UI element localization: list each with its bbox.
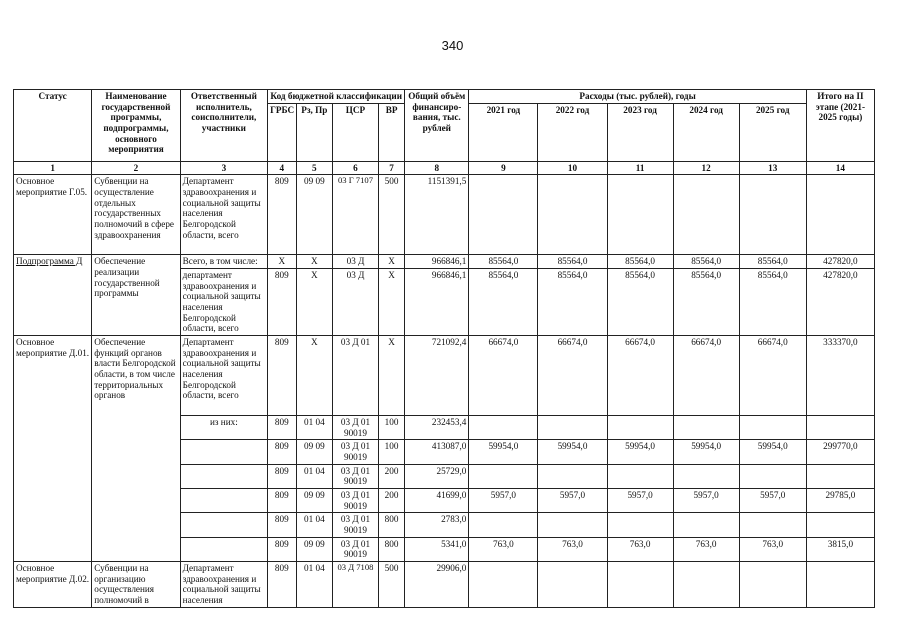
row-2023 bbox=[607, 175, 673, 255]
row-2021 bbox=[469, 464, 538, 488]
row-2025: 66674,0 bbox=[739, 336, 806, 416]
table-row-d01 bbox=[14, 336, 875, 416]
header-2021: 2021 год bbox=[469, 103, 538, 161]
row-grbs: 809 bbox=[268, 513, 296, 537]
row-vr: 200 bbox=[378, 489, 404, 513]
row-2024 bbox=[673, 562, 739, 608]
row-vr: 500 bbox=[378, 562, 404, 608]
col-number: 8 bbox=[405, 161, 469, 175]
row-responsible: Всего, в том числе: bbox=[180, 255, 267, 269]
row-status: Основное мероприятие Г.05. bbox=[14, 175, 92, 255]
row-2023: 763,0 bbox=[607, 537, 673, 561]
row-responsible bbox=[180, 464, 267, 488]
row-total: 1151391,5 bbox=[405, 175, 469, 255]
row-2022: 5957,0 bbox=[538, 489, 607, 513]
header-grbs: ГРБС bbox=[268, 103, 296, 161]
row-rz-pr: 09 09 bbox=[296, 175, 333, 255]
row-2022: 85564,0 bbox=[538, 269, 607, 336]
row-rz-pr: 09 09 bbox=[296, 440, 333, 464]
row-csr: 03 Д 7108 bbox=[333, 562, 379, 608]
col-number: 7 bbox=[378, 161, 404, 175]
header-total-volume: Общий объём финансиро-вания, тыс. рублей bbox=[405, 90, 469, 162]
row-name: Субвенции на осуществление отдельных государственных полномочий в сфере здравоохранения bbox=[92, 175, 180, 255]
row-stage: 427820,0 bbox=[806, 255, 874, 269]
col-number: 13 bbox=[739, 161, 806, 175]
row-2025 bbox=[739, 464, 806, 488]
row-stage: 299770,0 bbox=[806, 440, 874, 464]
row-2023: 85564,0 bbox=[607, 255, 673, 269]
col-number: 2 bbox=[92, 161, 180, 175]
row-vr: 100 bbox=[378, 440, 404, 464]
row-2023: 59954,0 bbox=[607, 440, 673, 464]
col-number: 6 bbox=[333, 161, 379, 175]
row-responsible: Департамент здравоохранения и социальной защиты населения Белгородской области, всего bbox=[180, 175, 267, 255]
row-2025 bbox=[739, 513, 806, 537]
row-grbs: X bbox=[268, 255, 296, 269]
row-csr: 03 Д bbox=[333, 255, 379, 269]
row-2024 bbox=[673, 416, 739, 440]
table-row-sub-d-total bbox=[14, 255, 875, 269]
row-2023 bbox=[607, 562, 673, 608]
row-responsible: департамент здравоохранения и социальной защиты населения Белгородской области, всего bbox=[180, 269, 267, 336]
row-rz-pr: X bbox=[296, 269, 333, 336]
row-total: 25729,0 bbox=[405, 464, 469, 488]
col-number: 12 bbox=[673, 161, 739, 175]
row-stage bbox=[806, 562, 874, 608]
header-csr: ЦСР bbox=[333, 103, 379, 161]
row-stage bbox=[806, 513, 874, 537]
row-vr: 500 bbox=[378, 175, 404, 255]
row-csr: 03 Д 01 90019 bbox=[333, 440, 379, 464]
header-vr: ВР bbox=[378, 103, 404, 161]
row-2022: 763,0 bbox=[538, 537, 607, 561]
row-2021 bbox=[469, 513, 538, 537]
row-2022 bbox=[538, 464, 607, 488]
row-responsible bbox=[180, 513, 267, 537]
row-2022: 59954,0 bbox=[538, 440, 607, 464]
row-stage: 29785,0 bbox=[806, 489, 874, 513]
row-vr: X bbox=[378, 269, 404, 336]
row-csr: 03 Д 01 90019 bbox=[333, 489, 379, 513]
row-grbs: 809 bbox=[268, 489, 296, 513]
col-number: 10 bbox=[538, 161, 607, 175]
row-rz-pr: 01 04 bbox=[296, 464, 333, 488]
row-total: 29906,0 bbox=[405, 562, 469, 608]
row-grbs: 809 bbox=[268, 464, 296, 488]
row-2021 bbox=[469, 416, 538, 440]
row-2024: 5957,0 bbox=[673, 489, 739, 513]
row-rz-pr: 09 09 bbox=[296, 489, 333, 513]
col-number: 3 bbox=[180, 161, 267, 175]
row-csr: 03 Д 01 90019 bbox=[333, 464, 379, 488]
row-2025 bbox=[739, 175, 806, 255]
row-2023 bbox=[607, 416, 673, 440]
row-2024: 85564,0 bbox=[673, 255, 739, 269]
col-number: 4 bbox=[268, 161, 296, 175]
row-2022: 66674,0 bbox=[538, 336, 607, 416]
row-2023 bbox=[607, 464, 673, 488]
row-grbs: 809 bbox=[268, 440, 296, 464]
row-vr: X bbox=[378, 255, 404, 269]
row-csr: 03 Д 01 bbox=[333, 336, 379, 416]
row-2024: 85564,0 bbox=[673, 269, 739, 336]
row-2022 bbox=[538, 175, 607, 255]
row-2021: 763,0 bbox=[469, 537, 538, 561]
row-total: 2783,0 bbox=[405, 513, 469, 537]
col-number: 14 bbox=[806, 161, 874, 175]
header-code-group: Код бюджетной классификации bbox=[268, 90, 405, 104]
header-2024: 2024 год bbox=[673, 103, 739, 161]
row-total: 413087,0 bbox=[405, 440, 469, 464]
row-2022 bbox=[538, 513, 607, 537]
row-2023: 5957,0 bbox=[607, 489, 673, 513]
column-number-row bbox=[14, 161, 875, 175]
header-row bbox=[14, 90, 875, 104]
row-responsible: Департамент здравоохранения и социальной защиты населения Белгородской области, всего bbox=[180, 336, 267, 416]
row-2022 bbox=[538, 416, 607, 440]
row-total: 232453,4 bbox=[405, 416, 469, 440]
row-total: 5341,0 bbox=[405, 537, 469, 561]
row-total: 966846,1 bbox=[405, 255, 469, 269]
row-rz-pr: 01 04 bbox=[296, 416, 333, 440]
row-2024 bbox=[673, 513, 739, 537]
row-2025 bbox=[739, 416, 806, 440]
row-2021: 59954,0 bbox=[469, 440, 538, 464]
row-2021: 85564,0 bbox=[469, 255, 538, 269]
row-vr: X bbox=[378, 336, 404, 416]
row-stage: 333370,0 bbox=[806, 336, 874, 416]
header-name: Наименование государственной программы, подпрограммы, основного мероприятия bbox=[92, 90, 180, 162]
header-status: Статус bbox=[14, 90, 92, 162]
row-2025: 59954,0 bbox=[739, 440, 806, 464]
row-csr: 03 Г 7107 bbox=[333, 175, 379, 255]
row-2023 bbox=[607, 513, 673, 537]
row-2025 bbox=[739, 562, 806, 608]
row-status bbox=[14, 255, 92, 336]
row-grbs: 809 bbox=[268, 269, 296, 336]
row-rz-pr: 09 09 bbox=[296, 537, 333, 561]
row-2021 bbox=[469, 562, 538, 608]
row-status: Основное мероприятие Д.02. bbox=[14, 562, 92, 608]
page-number: 340 bbox=[441, 38, 464, 53]
row-grbs: 809 bbox=[268, 416, 296, 440]
row-csr: 03 Д 01 90019 bbox=[333, 416, 379, 440]
budget-table bbox=[13, 89, 875, 608]
row-grbs: 809 bbox=[268, 175, 296, 255]
row-2021 bbox=[469, 175, 538, 255]
row-name: Обеспечение реализации государственной программы bbox=[92, 255, 180, 336]
row-grbs: 809 bbox=[268, 537, 296, 561]
row-stage: 427820,0 bbox=[806, 269, 874, 336]
row-stage bbox=[806, 416, 874, 440]
row-2024 bbox=[673, 464, 739, 488]
row-vr: 200 bbox=[378, 464, 404, 488]
row-grbs: 809 bbox=[268, 562, 296, 608]
row-responsible bbox=[180, 537, 267, 561]
row-2021: 66674,0 bbox=[469, 336, 538, 416]
header-2025: 2025 год bbox=[739, 103, 806, 161]
col-number: 9 bbox=[469, 161, 538, 175]
row-responsible: из них: bbox=[180, 416, 267, 440]
row-2022: 85564,0 bbox=[538, 255, 607, 269]
table-row-d02 bbox=[14, 562, 875, 608]
row-csr: 03 Д bbox=[333, 269, 379, 336]
row-2025: 763,0 bbox=[739, 537, 806, 561]
row-vr: 100 bbox=[378, 416, 404, 440]
col-number: 11 bbox=[607, 161, 673, 175]
table-row-g05 bbox=[14, 175, 875, 255]
row-2025: 85564,0 bbox=[739, 255, 806, 269]
row-vr: 800 bbox=[378, 513, 404, 537]
row-2021: 5957,0 bbox=[469, 489, 538, 513]
row-csr: 03 Д 01 90019 bbox=[333, 513, 379, 537]
row-2024 bbox=[673, 175, 739, 255]
header-responsible: Ответственный исполнитель, соисполнители, участники bbox=[180, 90, 267, 162]
row-stage: 3815,0 bbox=[806, 537, 874, 561]
col-number: 5 bbox=[296, 161, 333, 175]
col-number: 1 bbox=[14, 161, 92, 175]
row-rz-pr: 01 04 bbox=[296, 562, 333, 608]
row-csr: 03 Д 01 90019 bbox=[333, 537, 379, 561]
row-name: Субвенции на организацию осуществления полномочий в bbox=[92, 562, 180, 608]
row-rz-pr: X bbox=[296, 336, 333, 416]
row-rz-pr: X bbox=[296, 255, 333, 269]
row-2025: 85564,0 bbox=[739, 269, 806, 336]
header-2023: 2023 год bbox=[607, 103, 673, 161]
row-name: Обеспечение функций органов власти Белгородской области, в том числе территориальных органов bbox=[92, 336, 180, 562]
row-total: 966846,1 bbox=[405, 269, 469, 336]
row-stage bbox=[806, 175, 874, 255]
row-2023: 85564,0 bbox=[607, 269, 673, 336]
header-2022: 2022 год bbox=[538, 103, 607, 161]
subprogram-link[interactable]: Подпрограмма Д bbox=[16, 256, 83, 267]
row-rz-pr: 01 04 bbox=[296, 513, 333, 537]
row-2022 bbox=[538, 562, 607, 608]
header-total-stage: Итого на II этапе (2021-2025 годы) bbox=[806, 90, 874, 162]
row-total: 721092,4 bbox=[405, 336, 469, 416]
header-rz-pr: Рз, Пр bbox=[296, 103, 333, 161]
row-responsible bbox=[180, 489, 267, 513]
row-status: Основное мероприятие Д.01. bbox=[14, 336, 92, 562]
row-responsible bbox=[180, 440, 267, 464]
row-responsible: Департамент здравоохранения и социальной защиты населения bbox=[180, 562, 267, 608]
header-expenses-group: Расходы (тыс. рублей), годы bbox=[469, 90, 806, 104]
row-total: 41699,0 bbox=[405, 489, 469, 513]
row-2021: 85564,0 bbox=[469, 269, 538, 336]
row-stage bbox=[806, 464, 874, 488]
row-2024: 763,0 bbox=[673, 537, 739, 561]
row-vr: 800 bbox=[378, 537, 404, 561]
row-2023: 66674,0 bbox=[607, 336, 673, 416]
row-grbs: 809 bbox=[268, 336, 296, 416]
row-2024: 59954,0 bbox=[673, 440, 739, 464]
row-2024: 66674,0 bbox=[673, 336, 739, 416]
row-2025: 5957,0 bbox=[739, 489, 806, 513]
